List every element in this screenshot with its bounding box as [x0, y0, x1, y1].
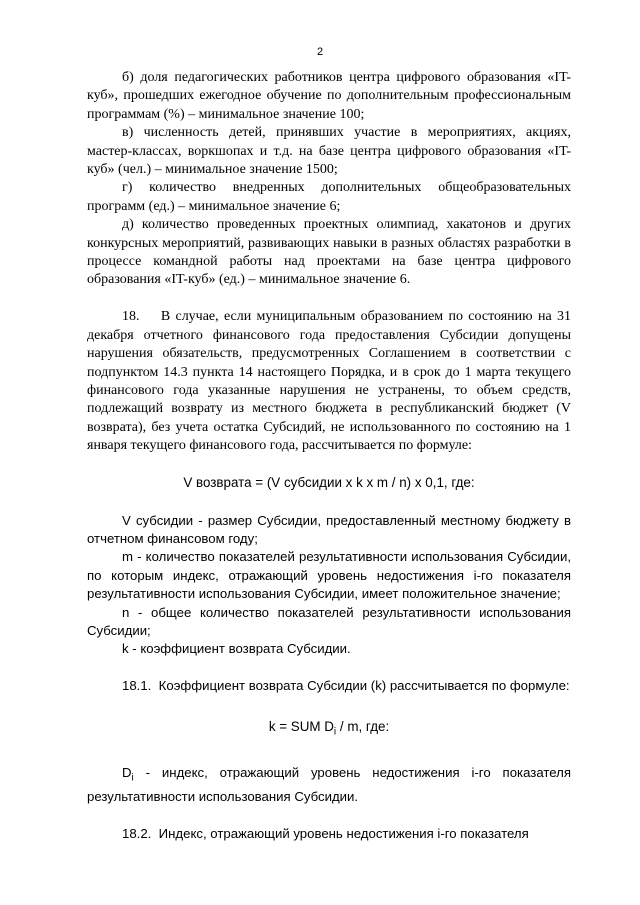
item-g: г) количество внедренных дополнительных общеобразовательных программ (ед.) – минимальное значение 6;: [87, 180, 571, 214]
formula-k-main: k = SUM D: [268, 718, 334, 734]
definition-n: n - общее количество показателей результативности использования Субсидии;: [87, 604, 571, 638]
item-v: в) численность детей, принявших участие в мероприятиях, акциях, мастер-классах, воркшопах и т.д. на базе центра цифрового образования «IT-куб» (чел.) – минимальное значение 1500;: [87, 125, 571, 178]
section-18-2-text: Индекс, отражающий уровень недостижения i-го показателя: [158, 825, 529, 841]
section-18-paragraph: [87, 308, 571, 455]
section-18-1-paragraph: [87, 677, 571, 695]
page-number: 2: [316, 46, 324, 58]
definition-d-index: [87, 764, 571, 806]
definition-d-text: - индекс, отражающий уровень недостижения i-го показателя результативности использования Субсидии.: [87, 764, 571, 804]
return-volume-formula: V возврата = (V субсидии x k x m / n) x 0,1, где:: [183, 475, 475, 491]
section-18-1-text: Коэффициент возврата Субсидии (k) рассчитывается по формуле:: [158, 678, 570, 694]
item-d: д) количество проведенных проектных олимпиад, хакатонов и других конкурсных мероприятий, развивающих навыки в разных областях разработки в процессе командной работы над проектами на базе центра цифрового образования «IT-куб» (ед.) – минимальное значение 6.: [87, 217, 571, 288]
definition-v-subsidy: V субсидии - размер Субсидии, предоставленный местному бюджету в отчетном финансовом году;: [87, 512, 571, 546]
section-18-text: В случае, если муниципальным образованием по состоянию на 31 декабря отчетного финансового года предоставления Субсидии допущены нарушения обязательств, предусмотренных Соглашением в соответствии с подпунктом 14.3 пункта 14 настоящего Порядка, и в срок до 1 марта текущего финансового года указанные нарушения не устранены, то объем средств, подлежащий возврату из местного бюджета в республиканский бюджет (V возврата), без учета остатка Субсидий, не использованного по состоянию на 1 января текущего финансового года, рассчитывается по формуле:: [87, 309, 571, 454]
item-b: б) доля педагогических работников центра цифрового образования «IT-куб», прошедших ежегодное обучение по дополнительным профессиональным программам (%) – минимальное значение 100;: [87, 70, 571, 122]
definition-d-subscript: i: [131, 772, 134, 784]
definition-k: k - коэффициент возврата Субсидии.: [122, 641, 351, 657]
formula-k-tail: / m, где:: [336, 718, 390, 734]
section-18-1-number: 18.1.: [122, 678, 152, 694]
document-body: [87, 69, 571, 843]
section-18-2-paragraph: [87, 825, 571, 843]
formula-k-subscript: i: [333, 726, 337, 738]
section-18-2-number: 18.2.: [122, 825, 152, 841]
return-coefficient-formula: [87, 718, 571, 742]
definition-d-symbol: D: [122, 764, 132, 780]
section-18-number: 18.: [122, 309, 140, 325]
definition-m: m - количество показателей результативности использования Субсидии, по которым индекс, отражающий уровень недостижения i-го показателя результативности использования Субсидии, имеет положительное значение;: [87, 549, 571, 602]
